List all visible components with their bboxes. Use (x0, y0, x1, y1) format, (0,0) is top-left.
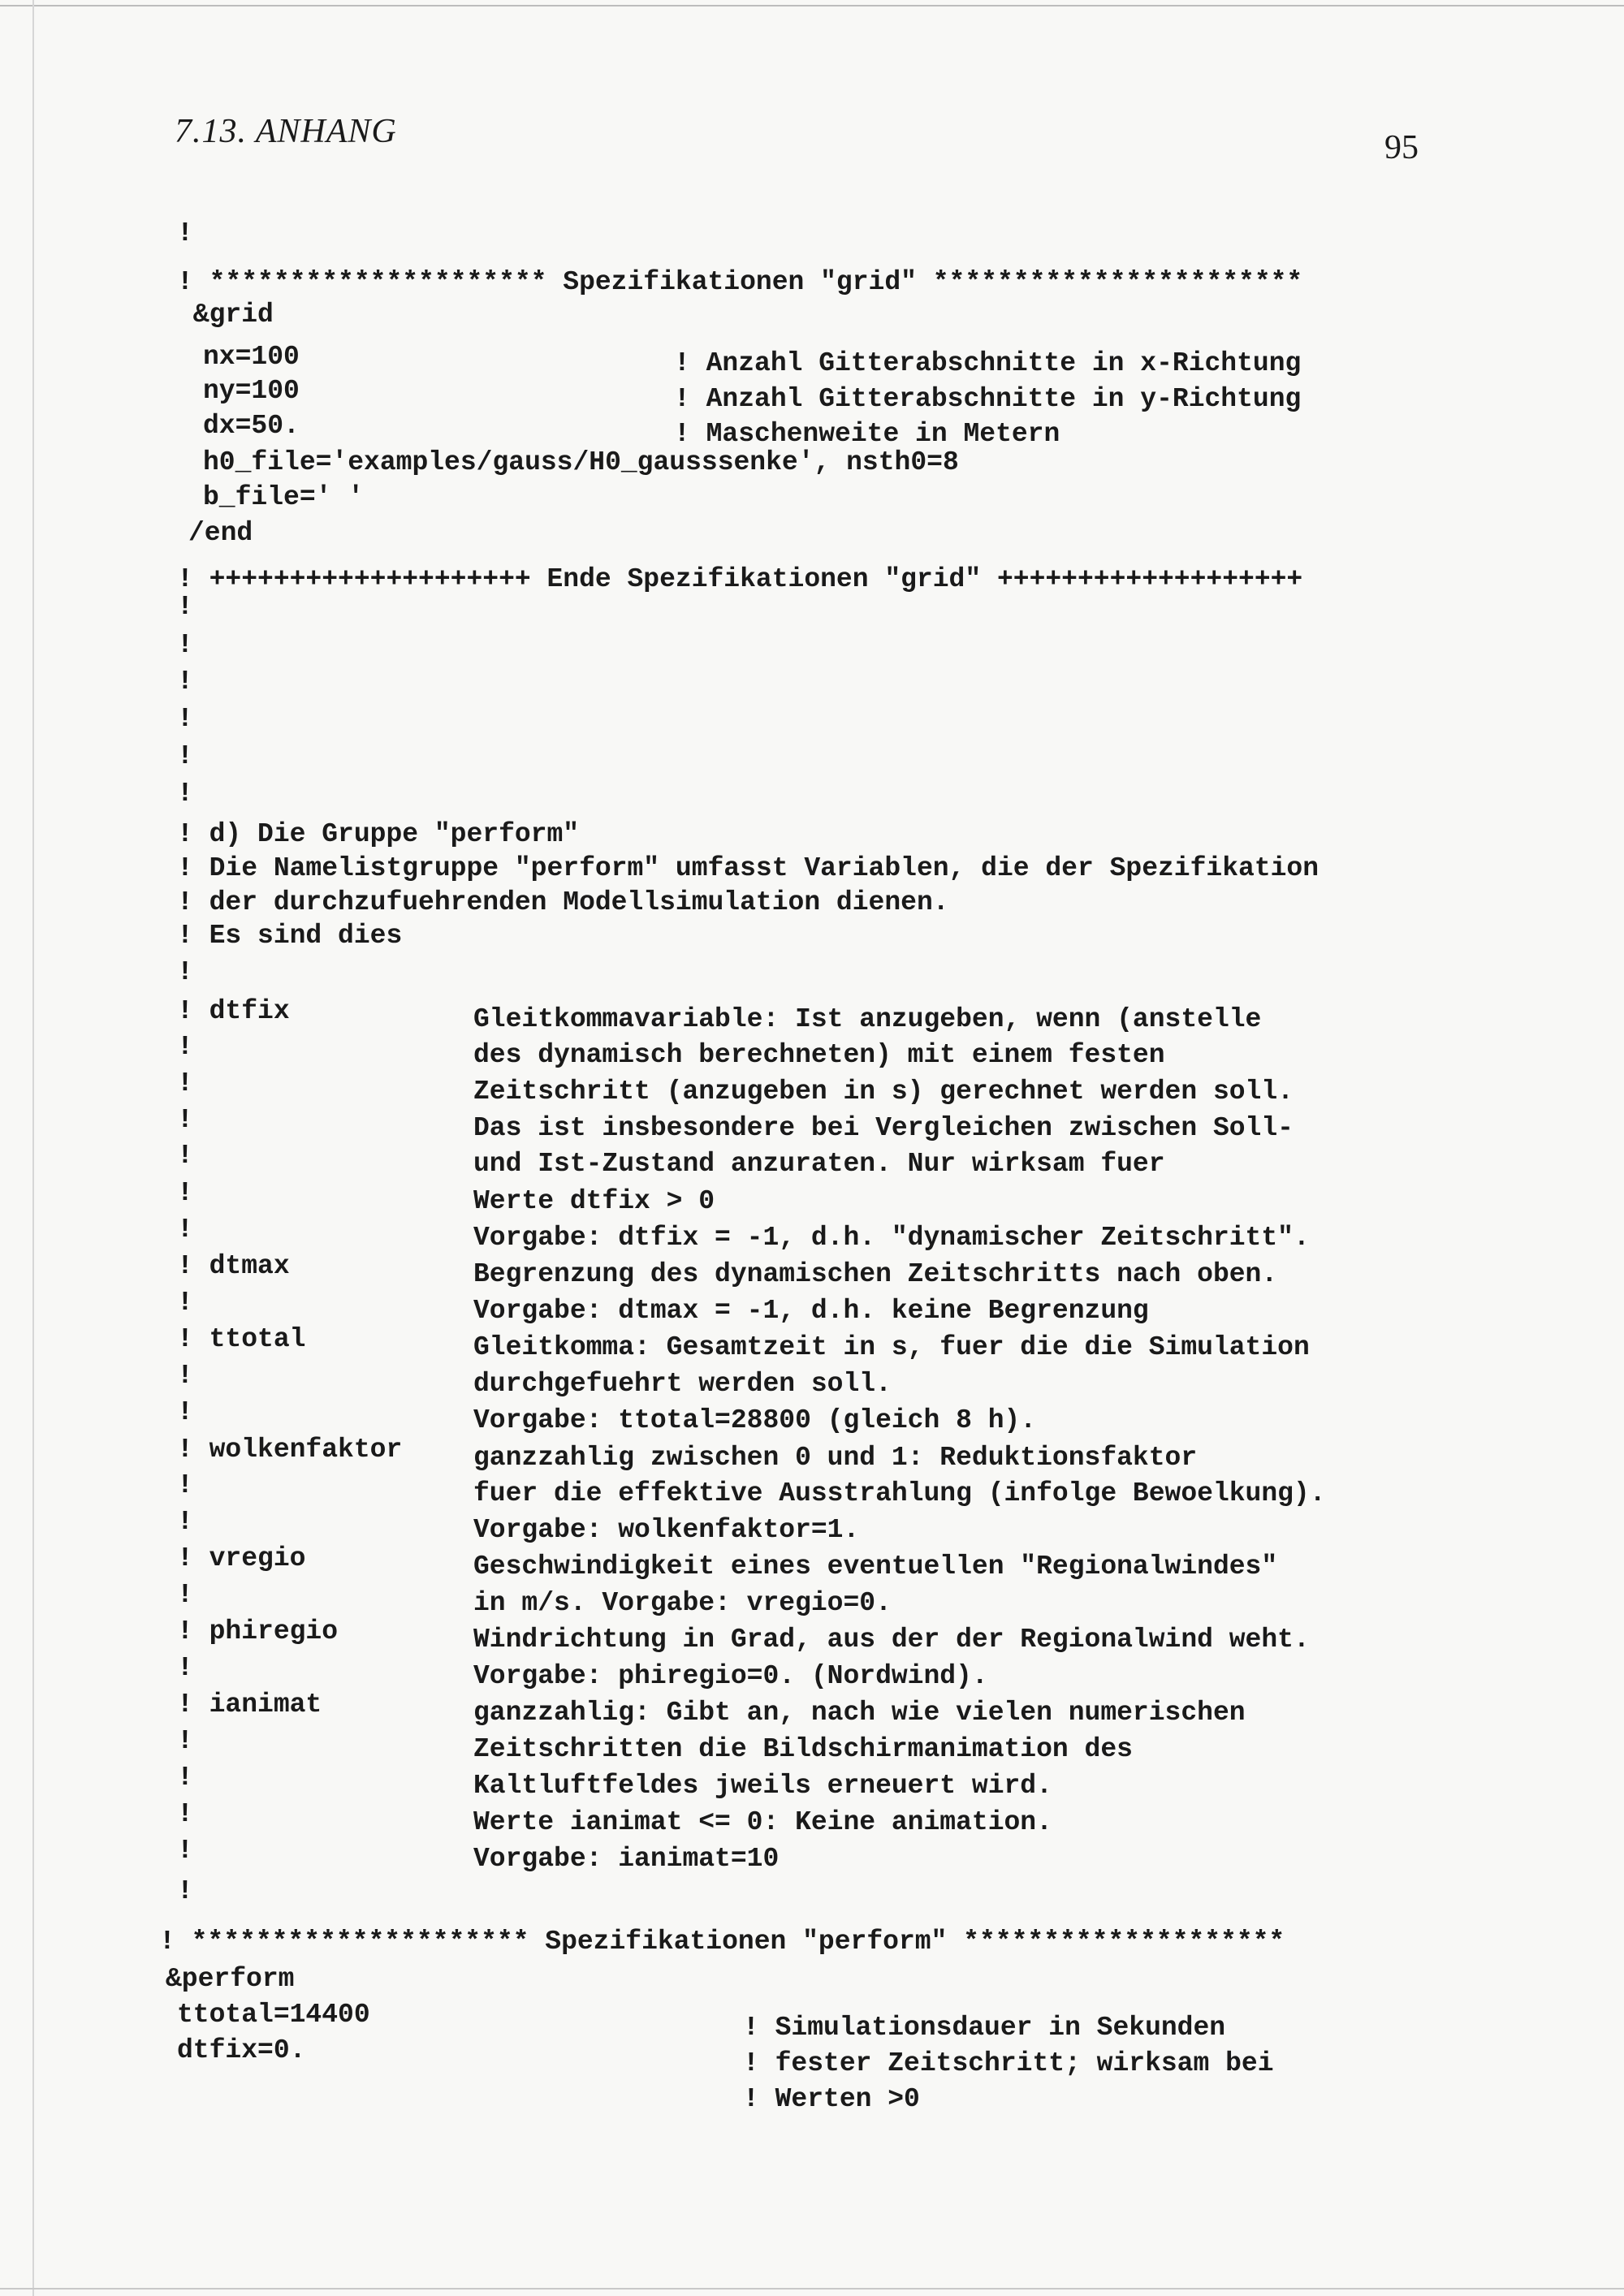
code-line: ! (177, 1178, 193, 1208)
variable-description: Gleitkomma: Gesamtzeit in s, fuer die die Simulation (473, 1332, 1310, 1362)
variable-description: Begrenzung des dynamischen Zeitschritts nach oben. (473, 1259, 1278, 1289)
variable-name: ! ttotal (177, 1324, 306, 1354)
code-comment: ! Werten >0 (743, 2084, 920, 2114)
variable-description: ganzzahlig zwischen 0 und 1: Reduktionsfaktor (473, 1443, 1198, 1473)
variable-description: Windrichtung in Grad, aus der der Regionalwind weht. (473, 1625, 1310, 1655)
code-line: ! d) Die Gruppe "perform" (177, 819, 580, 849)
variable-description: Zeitschritt (anzugeben in s) gerechnet werden soll. (473, 1077, 1294, 1107)
code-comment: ! Anzahl Gitterabschnitte in x-Richtung (674, 348, 1302, 378)
code-line: nx=100 (203, 342, 300, 372)
code-line: ! (177, 1470, 193, 1500)
code-comment: ! Maschenweite in Metern (674, 419, 1060, 449)
variable-description: in m/s. Vorgabe: vregio=0. (473, 1588, 892, 1618)
variable-description: Kaltluftfeldes jweils erneuert wird. (473, 1771, 1052, 1801)
variable-description: Das ist insbesondere bei Vergleichen zwischen Soll- (473, 1113, 1294, 1143)
code-line: ! (177, 1507, 193, 1537)
code-line: b_file=' ' (203, 482, 365, 512)
code-line: ! Es sind dies (177, 921, 403, 951)
code-line: ! (177, 1397, 193, 1427)
code-line: ! (177, 779, 193, 809)
variable-description: Vorgabe: wolkenfaktor=1. (473, 1515, 860, 1545)
variable-name: ! dtfix (177, 996, 290, 1026)
code-comment: ! Anzahl Gitterabschnitte in y-Richtung (674, 384, 1302, 414)
variable-description: Vorgabe: ianimat=10 (473, 1844, 780, 1874)
variable-description: durchgefuehrt werden soll. (473, 1369, 892, 1399)
variable-description: Vorgabe: dtfix = -1, d.h. "dynamischer Zeitschritt". (473, 1223, 1310, 1253)
code-line: ny=100 (203, 376, 300, 406)
variable-description: Gleitkommavariable: Ist anzugeben, wenn (anstelle (473, 1004, 1262, 1034)
code-line: dtfix=0. (177, 2035, 306, 2065)
page-number: 95 (1384, 129, 1419, 166)
code-line: ! ++++++++++++++++++++ Ende Spezifikationen "grid" +++++++++++++++++++ (177, 564, 1303, 594)
variable-description: Werte dtfix > 0 (473, 1186, 715, 1216)
code-line: h0_file='examples/gauss/H0_gausssenke', nsth0=8 (203, 447, 959, 477)
code-line: ! (177, 704, 193, 734)
code-line: ! (177, 1141, 193, 1171)
code-line: &perform (166, 1964, 295, 1994)
code-line: ! (177, 1288, 193, 1318)
code-line: ! (177, 957, 193, 987)
code-line: ! (177, 1068, 193, 1098)
code-line: ! (177, 741, 193, 771)
code-line: ! (177, 1215, 193, 1245)
variable-description: Vorgabe: ttotal=28800 (gleich 8 h). (473, 1405, 1037, 1435)
code-line: ! der durchzufuehrenden Modellsimulation dienen. (177, 887, 949, 917)
code-comment: ! fester Zeitschritt; wirksam bei (743, 2048, 1274, 2078)
variable-name: ! wolkenfaktor (177, 1435, 403, 1465)
variable-name: ! dtmax (177, 1251, 290, 1281)
code-line: ! (177, 1361, 193, 1391)
variable-description: Vorgabe: phiregio=0. (Nordwind). (473, 1661, 988, 1691)
code-line: ! (177, 1763, 193, 1793)
code-line: /end (188, 518, 253, 548)
variable-name: ! ianimat (177, 1690, 322, 1720)
code-line: ! (177, 1799, 193, 1829)
variable-description: Vorgabe: dtmax = -1, d.h. keine Begrenzung (473, 1296, 1149, 1326)
code-line: ! (177, 592, 193, 622)
code-line: dx=50. (203, 411, 300, 441)
code-line: ! (177, 630, 193, 660)
code-line: ! (177, 1032, 193, 1062)
running-header: 7.13. ANHANG (175, 113, 397, 150)
code-line: ! Die Namelistgruppe "perform" umfasst Variablen, die der Spezifikation (177, 853, 1320, 883)
code-line: ! (177, 1876, 193, 1906)
code-line: ! (177, 1653, 193, 1683)
code-line: ! (177, 1836, 193, 1866)
code-line: ! (177, 1105, 193, 1135)
variable-description: ganzzahlig: Gibt an, nach wie vielen numerischen (473, 1698, 1246, 1728)
code-line: &grid (177, 300, 274, 330)
variable-description: fuer die effektive Ausstrahlung (infolge Bewoelkung). (473, 1478, 1326, 1508)
code-line: ! ********************* Spezifikationen "perform" ******************** (159, 1927, 1285, 1957)
variable-description: Zeitschritten die Bildschirmanimation des (473, 1734, 1133, 1764)
variable-description: Geschwindigkeit eines eventuellen "Regionalwindes" (473, 1552, 1278, 1582)
code-comment: ! Simulationsdauer in Sekunden (743, 2013, 1226, 2043)
variable-description: des dynamisch berechneten) mit einem festen (473, 1040, 1165, 1070)
code-line: ! ********************* Spezifikationen "grid" *********************** (177, 267, 1303, 297)
code-line: ttotal=14400 (177, 2000, 370, 2030)
code-line: ! (177, 218, 193, 248)
code-line: ! (177, 667, 193, 697)
variable-description: und Ist-Zustand anzuraten. Nur wirksam fuer (473, 1149, 1165, 1179)
code-line: ! (177, 1580, 193, 1610)
variable-name: ! vregio (177, 1543, 306, 1573)
variable-description: Werte ianimat <= 0: Keine animation. (473, 1807, 1052, 1837)
variable-name: ! phiregio (177, 1616, 339, 1646)
code-line: ! (177, 1726, 193, 1756)
